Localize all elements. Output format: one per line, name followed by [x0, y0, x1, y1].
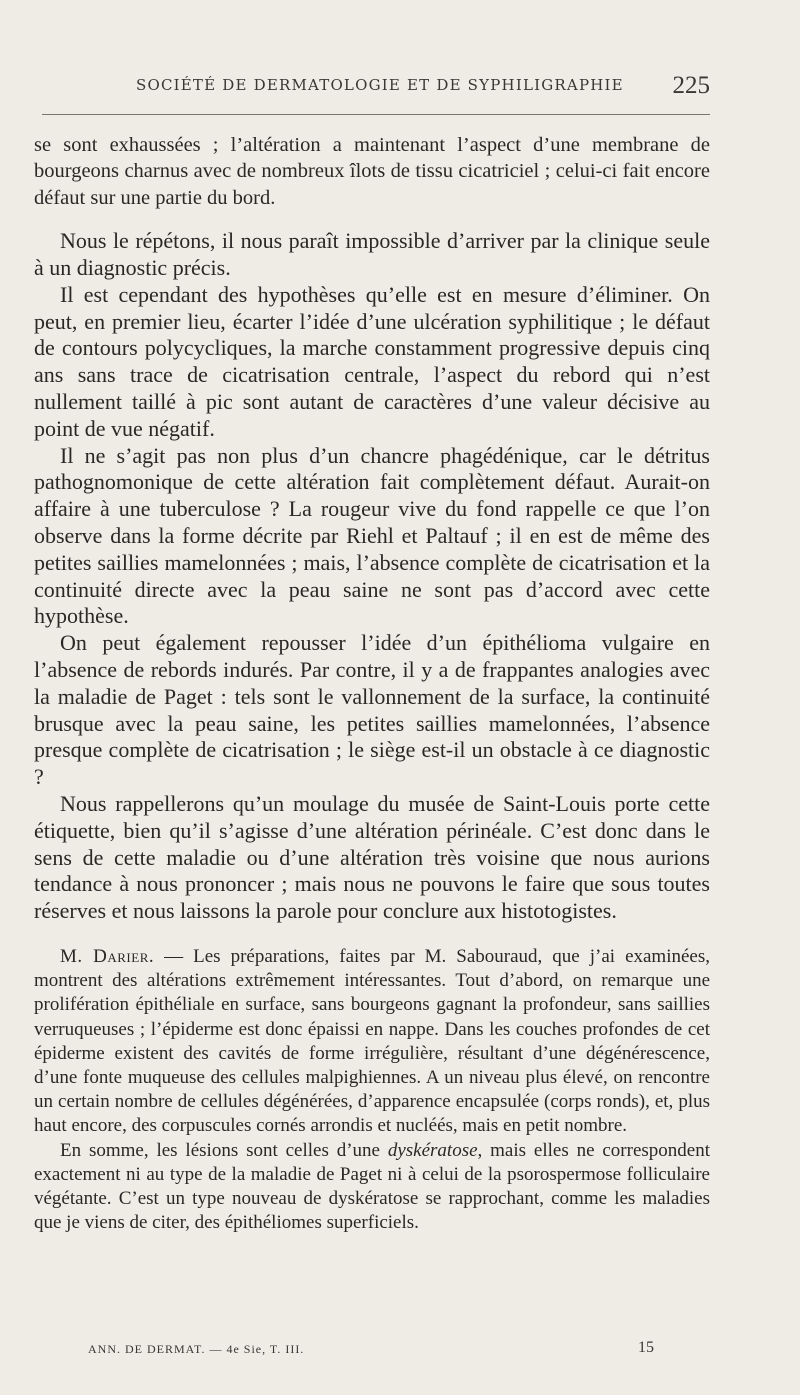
discussion-paragraph: [34, 945, 710, 1139]
running-title: SOCIÉTÉ DE DERMATOLOGIE ET DE SYPHILIGRAPHIE: [136, 76, 624, 94]
paragraph: On peut également repousser l’idée d’un épithélioma vulgaire en l’absence de rebords indurés. Par contre, il y a de frappantes analogies avec la maladie de Paget : tels sont le vallonnement de la surface, la continuité brusque avec la peau saine, les petites saillies mamelonnées, l’absence presque complète de cicatrisation ; le siège est-il un obstacle à ce diagnostic ?: [34, 630, 710, 790]
discussion-section: [34, 945, 710, 1235]
paragraph: Nous rappellerons qu’un moulage du musée de Saint-Louis porte cette étiquette, bien qu’il s’agisse d’une altération périnéale. C’est donc dans le sens de cette maladie ou d’une altération très voisine que nous aurions tendance à nous prononcer ; mais nous ne pouvons le faire que sous toutes réserves et nous laissons la parole pour conclure aux histotogistes.: [34, 790, 710, 924]
page-number: 225: [672, 72, 710, 99]
discussion-paragraph: [34, 1139, 710, 1236]
main-section: [34, 132, 710, 925]
header-rule: [42, 114, 710, 115]
paragraph-continued: se sont exhaussées ; l’altération a maintenant l’aspect d’une membrane de bourgeons charnus avec de nombreux îlots de tissu cicatriciel ; celui-ci fait encore défaut sur une partie du bord.: [34, 134, 710, 209]
paragraph: Il ne s’agit pas non plus d’un chancre phagédénique, car le détritus pathognomonique de cette altération fait complètement défaut. Aurait-on affaire à une tuberculose ? La rougeur vive du fond rappelle ce que l’on observe dans la forme décrite par Riehl et Paltauf ; il en est de même des petites saillies mamelonnées ; mais, l’absence complète de cicatrisation et la continuité directe avec la peau saine ne sont pas d’accord avec cette hypothèse.: [34, 442, 710, 629]
discussion-text: En somme, les lésions sont celles d’une: [60, 1139, 388, 1161]
speaker-name: M. Darier.: [60, 945, 155, 967]
discussion-text: , mais elles ne correspondent exactement ni au type de la maladie de Paget ni à celui de la psorospermose folliculaire végétante. C’est un type nouveau de dyskératose se rapprochant, comme les maladies que je viens de citer, des épithéliomes superficiels.: [34, 1139, 711, 1234]
italic-term: dyskératose: [387, 1139, 478, 1161]
signature-mark: 15: [638, 1339, 654, 1356]
journal-reference: ANN. DE DERMAT. — 4e Sie, T. III.: [88, 1342, 305, 1356]
body-text: [34, 132, 710, 1235]
discussion-text: — Les préparations, faites par M. Sabouraud, que j’ai examinées, montrent des altérations extrêmement intéressantes. Tout d’abord, on remarque une prolifération épithéliale en surface, sans bourgeons gagnant la profondeur, sans saillies verruqueuses ; l’épiderme est donc épaissi en nappe. Dans les couches profondes de cet épiderme existent des cavités de forme irrégulière, résultant d’une dégénérescence, d’une fonte muqueuse des cellules malpighiennes. A un niveau plus élevé, on rencontre un certain nombre de cellules dégénérées, d’apparence encapsulée (corps ronds), et, plus haut encore, des corpuscules cornés arrondis et nucléés, mais en petit nombre.: [34, 945, 710, 1137]
page-footer: [88, 1339, 654, 1362]
paragraph: Il est cependant des hypothèses qu’elle est en mesure d’éliminer. On peut, en premier lieu, écarter l’idée d’une ulcération syphilitique ; le défaut de contours polycycliques, la marche constamment progressive depuis cinq ans sans trace de cicatrisation centrale, l’aspect du rebord qui n’est nullement taillé à pic sont autant de caractères d’une valeur décisive au point de vue négatif.: [34, 281, 710, 441]
paragraph: Nous le répétons, il nous paraît impossible d’arriver par la clinique seule à un diagnostic précis.: [34, 228, 710, 281]
running-head: [36, 74, 710, 100]
